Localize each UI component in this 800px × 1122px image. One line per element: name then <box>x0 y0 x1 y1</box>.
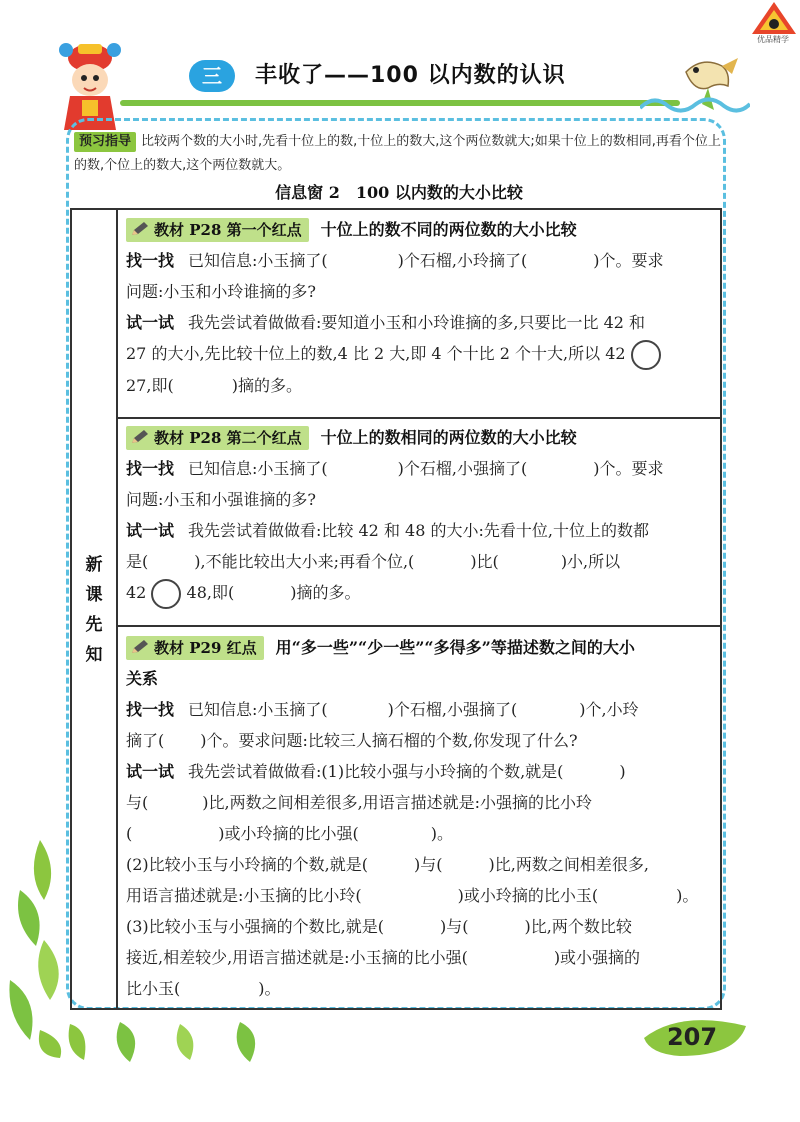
section-divider <box>118 417 722 419</box>
find-label: 找一找 <box>126 700 175 719</box>
page-number: 207 <box>666 1023 718 1051</box>
pencil-icon <box>130 639 150 655</box>
wave-decoration <box>640 92 750 116</box>
section-textbook-p29: 教材 P29 红点 用“多一些”“少一些”“多得多”等描述数之间的大小 关系 找一找 已知信息:小玉摘了( )个石榴,小强摘了( )个,小玲 摘了( )个。要求问题:比较三人摘石榴的个数,你发现了什么? 试一试 我先尝试着做做看:(1)比较小强与小玲摘的个数,就是( ) 与( )比,两数之间相差很多,用语言描述就是:小强摘的比小玲 ( )或小玲摘的比小强( )。 (2)比较小玉与小玲摘的个数,就是( )与( )比,两数之间相差很多, 用语言描述就是:小玉摘的比小玲( )或小玲摘的比小玉( )。 (3)比较小玉与小强摘的个数比,就是( )与( )比,两个数比较 接近,相差较少,用语言描述就是:小玉摘的比小强( )或小强摘的 比小玉( )。 <box>126 638 699 998</box>
section-textbook-p28-second: 教材 P28 第二个红点 十位上的数相同的两位数的大小比较 找一找 已知信息:小玉摘了( )个石榴,小强摘了( )个。要求 问题:小玉和小强谁摘的多? 试一试 我先尝试着做做看:比较 42 和 48 的大小:先看十位,十位上的数都 是( ),不能比较出大小来;再看个位,( )比( )小,所以 42 48,即( )摘的多。 <box>126 422 718 609</box>
find-label: 找一找 <box>126 251 175 270</box>
preview-guide-text: 比较两个数的大小时,先看十位上的数,十位上的数大,这个两位数就大;如果十位上的数相同,再看个位上的数,个位上的数大,这个两位数就大。 <box>74 134 721 173</box>
find-label: 找一找 <box>126 459 175 478</box>
publisher-logo-text: 优品精学 <box>757 35 789 44</box>
section-divider <box>118 625 722 627</box>
textbook-tag: 教材 P28 第二个红点 <box>126 426 309 450</box>
pencil-icon <box>130 429 150 445</box>
chapter-title: 丰收了——100 以内数的认识 <box>255 63 566 88</box>
comparison-circle[interactable] <box>631 340 661 370</box>
section-heading: 十位上的数不同的两位数的大小比较 <box>320 220 577 239</box>
preview-guide-tag: 预习指导 <box>74 132 136 152</box>
section-textbook-p28-first: 教材 P28 第一个红点 十位上的数不同的两位数的大小比较 找一找 已知信息:小玉摘了( )个石榴,小玲摘了( )个。要求 问题:小玉和小玲谁摘的多? 试一试 我先尝试着做做看:要知道小玉和小玲谁摘的多,只要比一比 42 和 27 的大小,先比较十位上的数,4 比 2 大,即 4 个十比 2 个十大,所以 42 27,即( )摘的多。 <box>126 220 664 395</box>
leaves-decoration <box>60 1020 300 1064</box>
try-label: 试一试 <box>126 313 175 332</box>
preview-guide <box>74 130 724 178</box>
header-divider <box>120 100 680 106</box>
try-label: 试一试 <box>126 762 175 781</box>
section-heading: 十位上的数相同的两位数的大小比较 <box>320 428 577 447</box>
info-window-title: 信息窗 2 100 以内数的大小比较 <box>275 183 523 202</box>
textbook-tag: 教材 P28 第一个红点 <box>126 218 309 242</box>
side-label: 新 课 先 知 <box>85 555 103 665</box>
section-heading: 用“多一些”“少一些”“多得多”等描述数之间的大小 <box>275 638 635 657</box>
textbook-tag: 教材 P29 红点 <box>126 636 264 660</box>
comparison-circle[interactable] <box>151 579 181 609</box>
pencil-icon <box>130 221 150 237</box>
chapter-number-badge: 三 <box>189 60 235 92</box>
try-label: 试一试 <box>126 521 175 540</box>
